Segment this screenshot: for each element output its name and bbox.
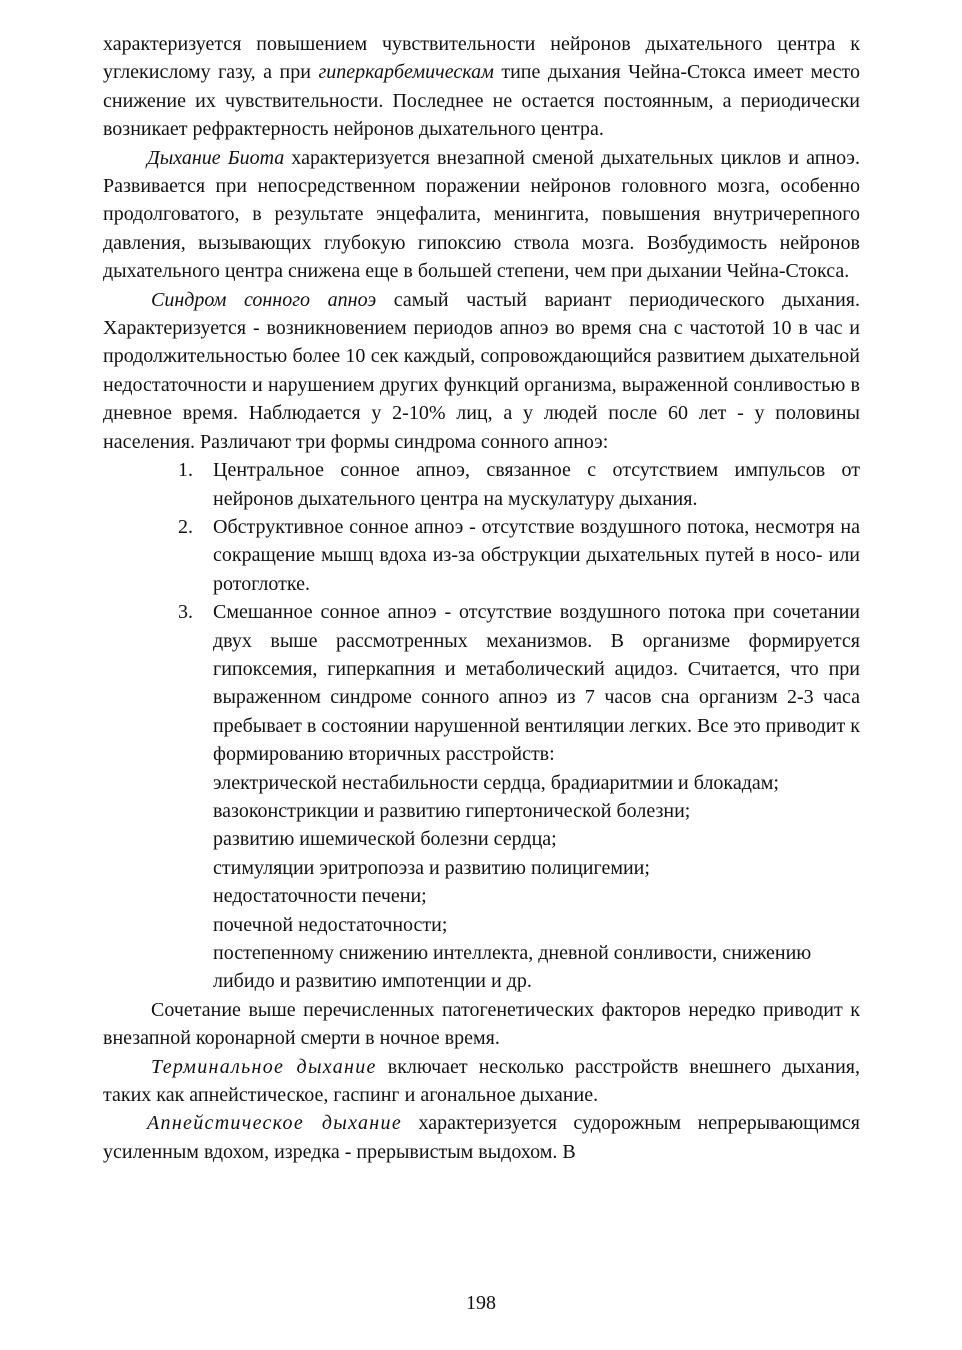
paragraph-coronary-death: Сочетание выше перечисленных патогенетических факторов нередко приводит к внезапной коронарной смерти в ночное время.	[103, 998, 860, 1050]
list-number: 3.	[178, 601, 193, 624]
text-run: характеризуется судорожным непрерывающимся усиленным вдохом, изредка - прерывистым выдохом. В	[103, 1112, 860, 1163]
list-item-text: Смешанное сонное апноэ - отсутствие воздушного потока при сочетании двух выше рассмотренных механизмов. В организме формируется гипоксемия, гиперкапния и метаболический ацидоз. Считается, что при выраженном синдроме сонного апноэ из 7 часов сна организм 2-3 часа пребывает в состоянии нарушенной вентиляции легких. Все это приводит к формированию вторичных расстройств:	[213, 601, 860, 766]
italic-term: гиперкарбемическам	[318, 61, 494, 84]
secondary-disorders-list	[103, 769, 860, 996]
paragraph-cheyne-stokes-end	[103, 30, 860, 144]
text-run: типе дыхания Чейна-Стокса имеет место снижение их чувствительности. Последнее не остается постоянным, а периодически возникает рефрактерность нейронов дыхательного центра.	[103, 61, 860, 141]
italic-term: Терминальное дыхание	[151, 1055, 377, 1078]
paragraph-apneustic-breathing	[103, 1109, 860, 1166]
text-run: самый частый вариант периодического дыхания. Характеризуется - возникновением периодов апноэ во время сна с частотой 10 в час и продолжительностью более 10 сек каждый, сопровождающийся развитием дыхательной недостаточности и нарушением других функций организма, выраженной сонливостью в дневное время. Наблюдается у 2-10% лиц, а у людей после 60 лет - у половины населения. Различают три формы синдрома сонного апноэ:	[103, 288, 861, 453]
text-run: характеризуется внезапной сменой дыхательных циклов и апноэ. Развивается при непосредственном поражении нейронов головного мозга, особенно продолговатого, в результате энцефалита, менингита, повышения внутричерепного давления, вызывающих глубокую гипоксию ствола мозга. Возбудимость нейронов дыхательного центра снижена еще в большей степени, чем при дыхании Чейна-Стокса.	[103, 146, 860, 283]
paragraph-sleep-apnea	[103, 286, 860, 456]
list-item	[103, 456, 860, 513]
list-item: стимуляции эритропоэза и развитию полицигемии;	[213, 856, 650, 879]
list-item: развитию ишемической болезни сердца;	[213, 828, 557, 851]
body-text	[103, 30, 860, 1166]
list-number: 2.	[178, 515, 193, 538]
list-item-text: Обструктивное сонное апноэ - отсутствие воздушного потока, несмотря на сокращение мышц вдоха из-за обструкции дыхательных путей в носо- или ротоглотке.	[213, 515, 860, 595]
paragraph-terminal-breathing	[103, 1053, 860, 1110]
list-item: почечной недостаточности;	[213, 913, 448, 936]
apnea-forms-list	[103, 456, 860, 768]
list-item	[103, 513, 860, 598]
page-number: 198	[466, 1292, 496, 1314]
list-item: вазоконстрикции и развитию гипертонической болезни;	[213, 799, 691, 822]
text-run: включает несколько расстройств внешнего дыхания, таких как апнейстическое, гаспинг и агональное дыхание.	[103, 1055, 860, 1107]
text-run: характеризуется повышением чувствительности нейронов дыхательного центра к углекислому газу, а при	[103, 33, 860, 84]
italic-term: Апнейстическое дыхание	[147, 1112, 403, 1135]
italic-term: Синдром сонного апноэ	[151, 288, 377, 311]
list-item: постепенному снижению интеллекта, дневной сонливости, снижению либидо и развитию импотенции и др.	[213, 942, 812, 993]
italic-term: Дыхание Биота	[147, 146, 285, 169]
list-number: 1.	[178, 459, 193, 482]
list-item-text: Центральное сонное апноэ, связанное с отсутствием импульсов от нейронов дыхательного центра на мускулатуру дыхания.	[213, 459, 860, 510]
list-item: недостаточности печени;	[213, 885, 427, 908]
paragraph-biot-breathing	[103, 144, 860, 286]
list-item	[103, 598, 860, 768]
list-item: электрической нестабильности сердца, брадиаритмии и блокадам;	[213, 771, 779, 794]
